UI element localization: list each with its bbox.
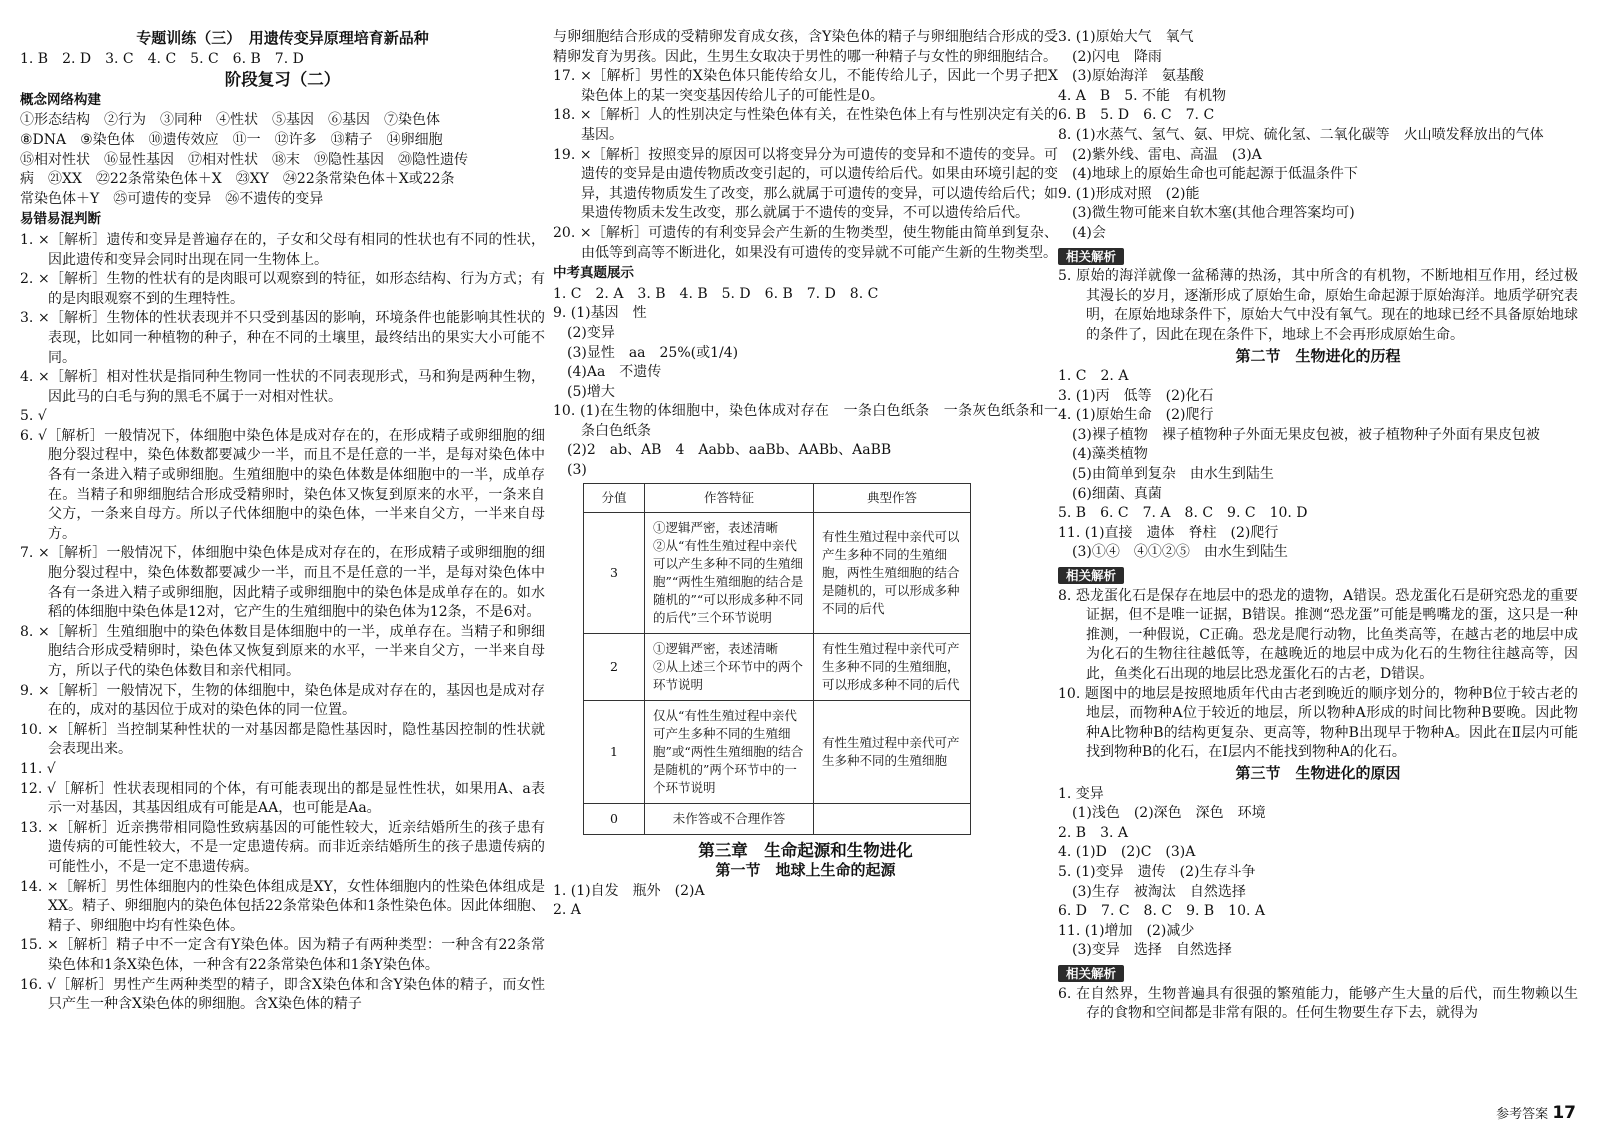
answer-line: 11. (1)增加 (2)减少 — [1058, 922, 1195, 939]
answer-line: 11. (1)直接 遗体 脊柱 (2)爬行 — [1058, 524, 1279, 541]
answer-line: (2)闪电 降雨 — [1058, 48, 1162, 65]
section-title-stage-review: 阶段复习（二） — [224, 70, 341, 90]
scoring-table — [583, 483, 971, 835]
answer-line: 8. (1)水蒸气、氢气、氨、甲烷、硫化氢、二氧化碳等 火山喷发释放出的气体 — [1058, 126, 1544, 143]
judgment-item: 15. ×［解析］精子中不一定含有Y染色体。因为精子有两种类型：一种含有22条常染色体和1条X染色体，一种含有22条常染色体和1条Y染色体。 — [20, 937, 545, 973]
table-row — [584, 803, 971, 834]
answer-line: (3)裸子植物 裸子植物种子外面无果皮包被，被子植物种子外面有果皮包被 — [1058, 426, 1540, 443]
table-cell-typical: 有性生殖过程中亲代可产生多种不同的生殖细胞 — [814, 700, 971, 803]
section-title: 第三节 生物进化的原因 — [1235, 763, 1401, 782]
table-row — [584, 700, 971, 803]
judgment-item: 6. √［解析］一般情况下，体细胞中染色体是成对存在的，在形成精子或卵细胞的细胞分裂过程中，染色体数都要减少一半，而且不是任意的一半，是每对染色体中各有一条进入精子或卵细胞。生殖细胞中的染色体数是体细胞中的一半，成单存在。当精子和卵细胞结合形成受精卵时，染色体又恢复到原来的水平，一条来自父方，一条来自母方。所以子代体细胞中的染色体，一半来自父方，一半来自母方。 — [20, 427, 545, 542]
judgment-item: 13. ×［解析］近亲携带相同隐性致病基因的可能性较大，近亲结婚所生的孩子患有遗传病的可能性较大，不是一定患遗传病。而非近亲结婚所生的孩子患遗传病的可能性小，不是一定不患遗传病。 — [20, 819, 545, 875]
answer-line: 5. B 6. C 7. A 8. C 9. C 10. D — [1058, 505, 1308, 522]
judgment-item: 8. ×［解析］生殖细胞中的染色体数目是体细胞中的一半，成单存在。当精子和卵细胞结合形成受精卵时，染色体又恢复到原来的水平，一半来自父方，一半来自母方，所以子代的染色体数目和亲代相同。 — [20, 623, 545, 679]
table-cell-typical: 有性生殖过程中亲代可产生多种不同的生殖细胞，可以形成多种不同的后代 — [814, 633, 971, 700]
answer-line: 3. (1)原始大气 氧气 — [1058, 29, 1194, 45]
answer-line: (3)生存 被淘汰 自然选择 — [1058, 883, 1246, 900]
answer-line: 2. B 3. A — [1058, 824, 1129, 841]
judgment-item: 3. ×［解析］生物体的性状表现并不只受到基因的影响，环境条件也能影响其性状的表现，比如同一种植物的种子，种在不同的土壤里，最终结出的果实大小可能不同。 — [20, 310, 545, 366]
section-title: 第一节 地球上生命的起源 — [715, 861, 896, 880]
judgment-item: 4. ×［解析］相对性状是指同种生物同一性状的不同表现形式，马和狗是两种生物，因此马的白毛与狗的黑毛不属于一对相对性状。 — [20, 369, 545, 405]
table-cell-score: 2 — [584, 633, 645, 700]
exam-line: (3)显性 aa 25%(或1/4) — [553, 344, 739, 361]
exam-line: (3) — [553, 462, 587, 479]
page-footer — [1496, 1103, 1576, 1123]
middle-column — [553, 28, 1058, 921]
answer-line: (3)变异 选择 自然选择 — [1058, 942, 1232, 959]
table-row — [584, 633, 971, 700]
table-row — [584, 512, 971, 633]
judgment-list — [20, 231, 545, 1015]
answer-line: 3. (1)丙 低等 (2)化石 — [1058, 387, 1214, 404]
answer-line: 1. 变异 — [1058, 785, 1104, 802]
table-cell-score: 1 — [584, 700, 645, 803]
answer-line: 9. (1)形成对照 (2)能 — [1058, 185, 1200, 202]
table-header-row — [584, 483, 971, 512]
exam-line: 1. C 2. A 3. B 4. B 5. D 6. B 7. D 8. C — [553, 285, 879, 302]
exam-line: (4)Aa 不遗传 — [553, 364, 662, 381]
table-cell-typical: 有性生殖过程中亲代可以产生多种不同的生殖细胞，两性生殖细胞的结合是随机的，可以形成多种不同的后代 — [814, 512, 971, 633]
answer-line: (4)会 — [1058, 224, 1106, 241]
judgment-item: 9. ×［解析］一般情况下，生物的体细胞中，染色体是成对存在的，基因也是成对存在的，成对的基因位于成对的染色体的同一位置。 — [20, 682, 545, 719]
answer-line: 6. D 7. C 8. C 9. B 10. A — [1058, 903, 1265, 920]
error-judgment-heading: 易错易混判断 — [20, 211, 101, 228]
concept-line: ①形态结构 ②行为 ③同种 ④性状 ⑤基因 ⑥基因 ⑦染色体 — [20, 112, 440, 129]
answer-line: 4. A B 5. 不能 有机物 — [1058, 87, 1227, 104]
answer-line: 4. (1)D (2)C (3)A — [1058, 844, 1196, 861]
answer-line: (4)藻类植物 — [1058, 446, 1148, 463]
judgment-item: 16. √［解析］男性产生两种类型的精子，即含X染色体和含Y染色体的精子，而女性只产生一种含X染色体的卵细胞。含X染色体的精子 — [20, 976, 545, 1013]
answer-line: (3)微生物可能来自软木塞(其他合理答案均可) — [1058, 205, 1355, 222]
exam-line: 9. (1)基因 性 — [553, 305, 647, 322]
analysis-paragraph: 10. 题图中的地层是按照地质年代由古老到晚近的顺序划分的，物种B位于较古老的地层，而物种A位于较近的地层，所以物种A形成的时间比物种B要晚。因此物种A比物种B的结构更复杂、更高等，物种B出现早于物种A。因此在Ⅱ层内可能找到物种B的化石，在Ⅰ层内不能找到物种A的化石。 — [1058, 685, 1578, 761]
concept-line: ⑧DNA ⑨染色体 ⑩遗传效应 ⑪一 ⑫许多 ⑬精子 ⑭卵细胞 — [20, 131, 443, 148]
concept-network-heading: 概念网络构建 — [20, 91, 101, 108]
left-column — [20, 28, 545, 1015]
judgment-item: 12. √［解析］性状表现相同的个体，有可能表现出的都是显性性状，如果用A、a表示一对基因，其基因组成有可能是AA，也可能是Aa。 — [20, 780, 545, 817]
judgment-item: 7. ×［解析］一般情况下，体细胞中染色体是成对存在的，在形成精子或卵细胞的细胞分裂过程中，染色体数都要减少一半，而且不是任意的一半，是每对染色体中各有一条进入精子或卵细胞，因此精子或卵细胞中的染色体是成单存在的。如水稻的体细胞中染色体是12对，它产生的生殖细胞中的染色体为12条，不是6对。 — [20, 545, 545, 621]
answer-line: 5. (1)变异 遗传 (2)生存斗争 — [1058, 863, 1256, 880]
exam-line: (5)增大 — [553, 383, 615, 400]
answer-line: 1. (1)自发 瓶外 (2)A — [553, 882, 705, 899]
section-title-special-training: 专题训练（三） 用遗传变异原理培育新品种 — [136, 29, 429, 47]
judgment-item: 18. ×［解析］人的性别决定与性染色体有关，在性染色体上有与性别决定有关的基因。 — [553, 107, 1058, 143]
judgment-item: 5. √ — [20, 408, 47, 425]
analysis-paragraph: 5. 原始的海洋就像一盆稀薄的热汤，其中所含的有机物，不断地相互作用，经过极其漫长的岁月，逐渐形成了原始生命，原始生命起源于原始海洋。地质学研究表明，在原始地球条件下，原始大气中没有氧气。现在的地球已经不具备原始地球的条件了，因此在现在条件下，地球上不会再形成原始生命。 — [1058, 268, 1578, 343]
section-title: 第二节 生物进化的历程 — [1235, 346, 1401, 365]
chapter-title: 第三章 生命起源和生物进化 — [698, 840, 913, 860]
judgment-item-continued: 与卵细胞结合形成的受精卵发育成女孩，含Y染色体的精子与卵细胞结合形成的受精卵发育为男孩。因此，生男生女取决于男性的哪一种精子与女性的卵细胞结合。 — [553, 29, 1058, 65]
table-cell-score: 3 — [584, 512, 645, 633]
concept-line: 病 ㉑XX ㉒22条常染色体＋X ㉓XY ㉔22条常染色体＋X或22条 — [20, 171, 455, 188]
judgment-item: 20. ×［解析］可遗传的有利变异会产生新的生物类型，使生物能由简单到复杂、由低等到高等不断进化，如果没有可遗传的变异就不可能产生新的生物类型。 — [553, 224, 1058, 261]
right-column — [1058, 28, 1578, 1024]
judgment-item: 10. ×［解析］当控制某种性状的一对基因都是隐性基因时，隐性基因控制的性状就会表现出来。 — [20, 721, 545, 758]
answer-line: (3)①④ ④①②⑤ 由水生到陆生 — [1058, 544, 1288, 561]
judgment-item: 1. ×［解析］遗传和变异是普遍存在的，子女和父母有相同的性状也有不同的性状，因此遗传和变异会同时出现在同一生物体上。 — [20, 231, 545, 268]
concept-line: ⑮相对性状 ⑯显性基因 ⑰相对性状 ⑱末 ⑲隐性基因 ⑳隐性遗传 — [20, 151, 468, 168]
answer-line: 4. (1)原始生命 (2)爬行 — [1058, 407, 1214, 424]
table-cell-feature: ①逻辑严密，表述清晰 ②从上述三个环节中的两个环节说明 — [645, 633, 814, 700]
exam-questions-heading: 中考真题展示 — [553, 265, 634, 282]
judgment-item: 14. ×［解析］男性体细胞内的性染色体组成是XY，女性体细胞内的性染色体组成是XX。精子、卵细胞内的染色体包括22条常染色体和1条性染色体。因此体细胞、精子、卵细胞中均有性染色体。 — [20, 878, 545, 934]
table-cell-feature: 未作答或不合理作答 — [645, 803, 814, 834]
footer-label: 参考答案 — [1496, 1107, 1549, 1122]
judgment-item: 11. √ — [20, 760, 56, 777]
answer-line: 2. A — [553, 902, 581, 919]
answer-line: (3)原始海洋 氨基酸 — [1058, 68, 1204, 85]
answer-line: 1. C 2. A — [1058, 368, 1129, 385]
exam-line: (2)变异 — [553, 324, 615, 341]
answer-line: (6)细菌、真菌 — [1058, 485, 1162, 502]
answer-line: (2)紫外线、雷电、高温 (3)A — [1058, 146, 1262, 163]
answer-line: 1. B 2. D 3. C 4. C 5. C 6. B 7. D — [20, 50, 304, 67]
table-header-cell: 分值 — [584, 483, 645, 512]
page-number: 17 — [1552, 1103, 1576, 1123]
concept-network-list — [20, 111, 545, 209]
related-analysis-tag: 相关解析 — [1058, 965, 1124, 982]
concept-line: 常染色体＋Y ㉕可遗传的变异 ㉖不遗传的变异 — [20, 190, 324, 207]
analysis-paragraph: 6. 在自然界，生物普遍具有很强的繁殖能力，能够产生大量的后代，而生物赖以生存的食物和空间都是非常有限的。任何生物要生存下去，就得为 — [1058, 985, 1578, 1022]
table-cell-feature: 仅从“有性生殖过程中亲代可产生多种不同的生殖细胞”或“两性生殖细胞的结合是随机的”两个环节中的一个环节说明 — [645, 700, 814, 803]
judgment-item: 17. ×［解析］男性的X染色体只能传给女儿，不能传给儿子，因此一个男子把X染色体上的某一突变基因传给儿子的可能性是0。 — [553, 68, 1058, 104]
table-cell-feature: ①逻辑严密，表述清晰 ②从“有性生殖过程中亲代可以产生多种不同的生殖细胞”“两性生殖细胞的结合是随机的”“可以形成多种不同的后代”三个环节说明 — [645, 512, 814, 633]
answer-line: (1)浅色 (2)深色 深色 环境 — [1058, 805, 1266, 822]
analysis-paragraph: 8. 恐龙蛋化石是保存在地层中的恐龙的遗物，A错误。恐龙蛋化石是研究恐龙的重要证据，但不是唯一证据，B错误。推测“恐龙蛋”可能是鸭嘴龙的蛋，这只是一种推测，一种假说，C正确。恐龙是爬行动物，比鱼类高等，在越古老的地层中成为化石的生物往往越低等，在越晚近的地层中成为化石的生物往往越高等，因此，鱼类化石出现的地层比恐龙蛋化石的古老，D错误。 — [1058, 587, 1578, 682]
table-header-cell: 典型作答 — [814, 483, 971, 512]
answer-line: (4)地球上的原始生命也可能起源于低温条件下 — [1058, 166, 1358, 183]
table-cell-score: 0 — [584, 803, 645, 834]
exam-line: 10. (1)在生物的体细胞中，染色体成对存在 一条白色纸条 一条灰色纸条和一条白色纸条 — [553, 403, 1058, 439]
exam-line: (2)2 ab、AB 4 Aabb、aaBb、AABb、AaBB — [553, 442, 892, 459]
table-cell-typical — [814, 803, 971, 834]
judgment-item: 2. ×［解析］生物的性状有的是肉眼可以观察到的特征，如形态结构、行为方式；有的是肉眼观察不到的生理特性。 — [20, 271, 545, 307]
table-header-cell: 作答特征 — [645, 483, 814, 512]
answer-line: (5)由简单到复杂 由水生到陆生 — [1058, 466, 1274, 483]
related-analysis-tag: 相关解析 — [1058, 567, 1124, 584]
judgment-item: 19. ×［解析］按照变异的原因可以将变异分为可遗传的变异和不遗传的变异。可遗传的变异是由遗传物质改变引起的，可以遗传给后代。如果由环境引起的变异，其遗传物质发生了改变，那么就属于可遗传的变异，可以遗传给后代；如果遗传物质未发生改变，那么就属于不遗传的变异，不可以遗传给后代。 — [553, 146, 1058, 222]
answer-line: 6. B 5. D 6. C 7. C — [1058, 107, 1215, 124]
related-analysis-tag: 相关解析 — [1058, 248, 1124, 265]
